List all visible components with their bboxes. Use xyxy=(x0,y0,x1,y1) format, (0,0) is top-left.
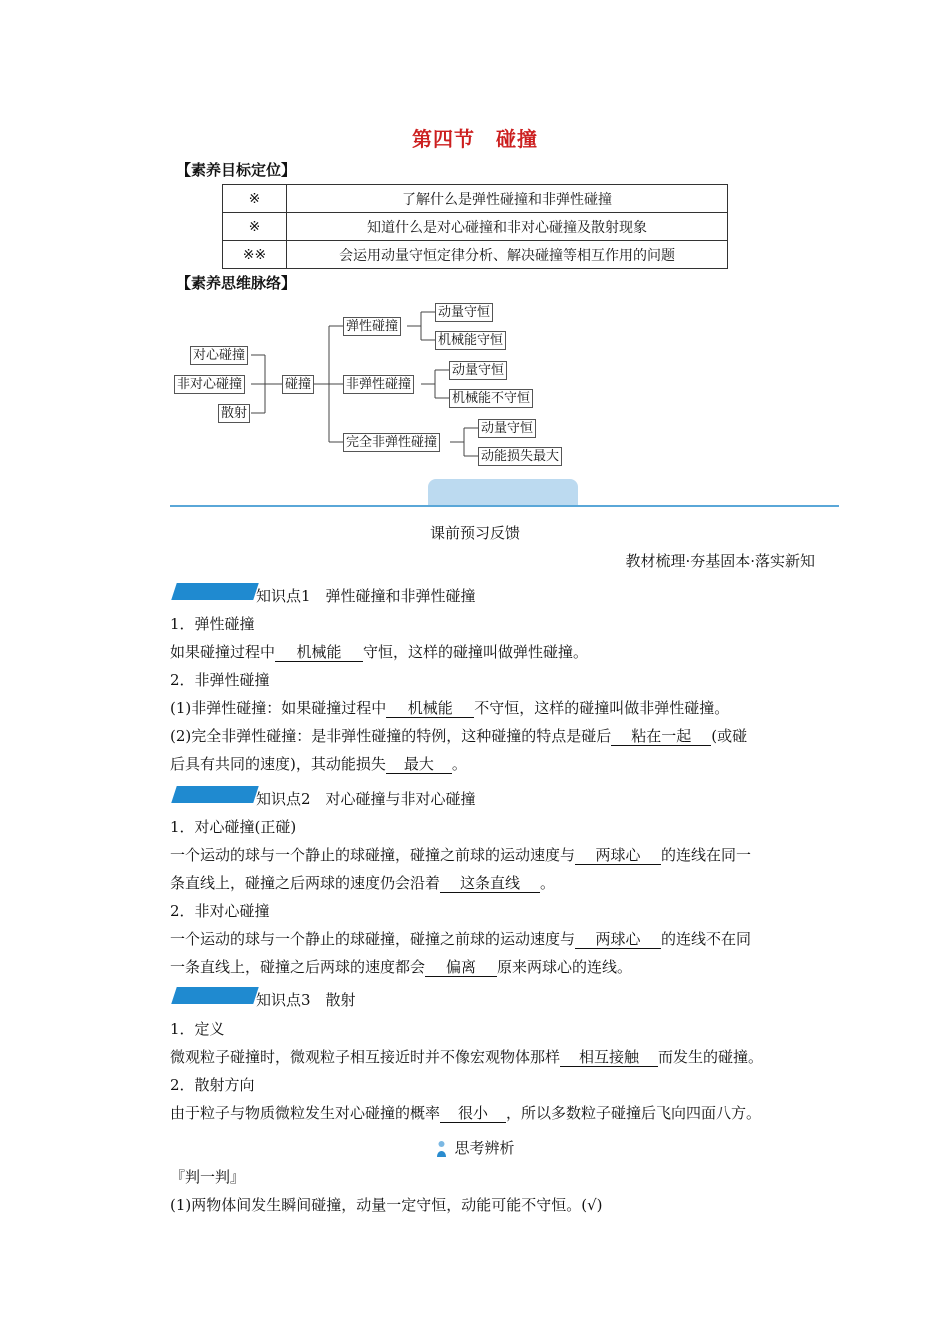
section-title: 课前预习反馈 xyxy=(429,524,520,542)
text: 一个运动的球与一个静止的球碰撞，碰撞之前球的运动速度与 xyxy=(170,930,576,948)
mindmap-node-collision: 碰撞 xyxy=(282,375,314,394)
kp3-heading-direction: 2．散射方向 xyxy=(170,1076,255,1094)
knowledge-tag xyxy=(171,987,259,1004)
page-title: 第四节 碰撞 xyxy=(412,127,538,151)
text: ，所以多数粒子碰撞后飞向四面八方。 xyxy=(506,1104,762,1122)
goal-text: 会运用动量守恒定律分析、解决碰撞等相互作用的问题 xyxy=(287,241,728,269)
thinking-person-icon xyxy=(435,1140,448,1158)
text: 条直线上，碰撞之后两球的速度仍会沿着 xyxy=(170,874,441,892)
think-heading xyxy=(0,1137,950,1158)
text: 不守恒，这样的碰撞叫做非弹性碰撞。 xyxy=(474,699,730,717)
section-subtitle: 教材梳理·夯基固本·落实新知 xyxy=(625,552,815,570)
answer-blank: 偏离 xyxy=(425,958,497,977)
knowledge-tag xyxy=(171,786,259,803)
kp2-line xyxy=(170,872,555,893)
section-banner-tab xyxy=(428,479,578,506)
mindmap-connectors xyxy=(0,0,950,500)
kp2-line xyxy=(170,956,632,977)
answer-blank: 机械能 xyxy=(386,699,474,718)
mindmap-node-perfectly-inelastic: 完全非弹性碰撞 xyxy=(343,433,440,452)
text: (2)完全非弹性碰撞：是非弹性碰撞的特例，这种碰撞的特点是碰后 xyxy=(170,727,612,745)
text: 。 xyxy=(451,755,467,773)
mindmap-heading: 【素养思维脉络】 xyxy=(176,274,297,292)
answer-blank: 这条直线 xyxy=(440,874,540,893)
goal-stars: ※※ xyxy=(223,241,287,269)
knowledge-tag xyxy=(171,583,259,600)
kp2-line xyxy=(170,844,751,865)
answer-blank: 最大 xyxy=(386,755,452,774)
mindmap-leaf: 动量守恒 xyxy=(449,361,507,380)
goal-text: 知道什么是对心碰撞和非对心碰撞及散射现象 xyxy=(287,213,728,241)
mindmap-leaf: 动量守恒 xyxy=(478,419,536,438)
text: 一条直线上，碰撞之后两球的速度都会 xyxy=(170,958,426,976)
text: 原来两球心的连线。 xyxy=(497,958,633,976)
judge-heading: 『判一判』 xyxy=(170,1168,246,1186)
mindmap-leaf: 动能损失最大 xyxy=(478,447,562,466)
kp3-line xyxy=(170,1102,761,1123)
goal-text: 了解什么是弹性碰撞和非弹性碰撞 xyxy=(287,185,728,213)
mindmap-node-oblique-collision: 非对心碰撞 xyxy=(174,375,245,394)
kp1-line xyxy=(170,697,729,718)
kp3-heading-definition: 1．定义 xyxy=(170,1020,225,1038)
kp1-title: 知识点1 弹性碰撞和非弹性碰撞 xyxy=(256,587,476,605)
kp2-title: 知识点2 对心碰撞与非对心碰撞 xyxy=(256,790,476,808)
answer-blank: 粘在一起 xyxy=(611,727,711,746)
mindmap-leaf: 机械能不守恒 xyxy=(449,389,533,408)
mindmap-node-elastic: 弹性碰撞 xyxy=(343,317,401,336)
text: 守恒，这样的碰撞叫做弹性碰撞。 xyxy=(363,643,589,661)
text: 。 xyxy=(540,874,556,892)
kp3-title: 知识点3 散射 xyxy=(256,991,356,1009)
text: 由于粒子与物质微粒发生对心碰撞的概率 xyxy=(170,1104,441,1122)
text: 后具有共同的速度)，其动能损失 xyxy=(170,755,386,773)
kp1-heading-elastic: 1．弹性碰撞 xyxy=(170,615,255,633)
answer-blank: 很小 xyxy=(440,1104,506,1123)
text: 如果碰撞过程中 xyxy=(170,643,276,661)
kp2-line xyxy=(170,928,751,949)
judge-question: (1)两物体间发生瞬间碰撞，动量一定守恒，动能可能不守恒。(√) xyxy=(170,1196,603,1214)
think-title: 思考辨析 xyxy=(454,1139,515,1157)
kp2-heading-central: 1．对心碰撞(正碰) xyxy=(170,818,297,836)
text: 微观粒子碰撞时，微观粒子相互接近时并不像宏观物体那样 xyxy=(170,1048,561,1066)
mindmap-node-central-collision: 对心碰撞 xyxy=(190,346,248,365)
text: (1)非弹性碰撞：如果碰撞过程中 xyxy=(170,699,387,717)
text: (或碰 xyxy=(711,727,748,745)
mindmap-leaf: 动量守恒 xyxy=(435,303,493,322)
kp1-heading-inelastic: 2．非弹性碰撞 xyxy=(170,671,270,689)
answer-blank: 两球心 xyxy=(575,930,661,949)
text: 一个运动的球与一个静止的球碰撞，碰撞之前球的运动速度与 xyxy=(170,846,576,864)
text: 的连线不在同 xyxy=(661,930,752,948)
answer-blank: 相互接触 xyxy=(560,1048,658,1067)
answer-blank: 两球心 xyxy=(575,846,661,865)
kp3-line xyxy=(170,1046,763,1067)
goal-stars: ※ xyxy=(223,185,287,213)
text: 的连线在同一 xyxy=(661,846,752,864)
mindmap-leaf: 机械能守恒 xyxy=(435,331,506,350)
goal-stars: ※ xyxy=(223,213,287,241)
mindmap-node-inelastic: 非弹性碰撞 xyxy=(343,375,414,394)
kp1-line xyxy=(170,725,747,746)
section-divider xyxy=(170,505,839,507)
goals-heading: 【素养目标定位】 xyxy=(176,161,297,179)
mindmap-node-scattering: 散射 xyxy=(218,404,250,423)
kp2-heading-oblique: 2．非对心碰撞 xyxy=(170,902,270,920)
kp1-line xyxy=(170,641,588,662)
kp1-line xyxy=(170,753,467,774)
text: 而发生的碰撞。 xyxy=(658,1048,764,1066)
answer-blank: 机械能 xyxy=(275,643,363,662)
